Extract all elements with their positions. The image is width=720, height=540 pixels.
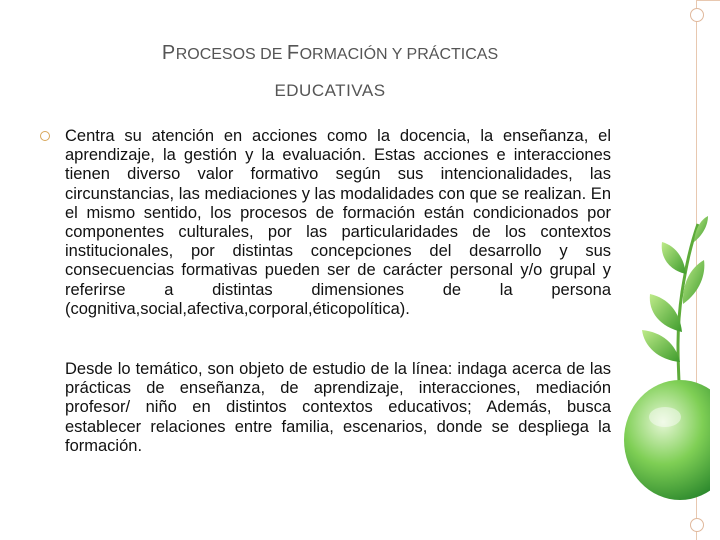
bullet-circle-icon: [40, 131, 50, 141]
frame-line-top: [696, 0, 720, 1]
title-initial-f: F: [286, 42, 300, 64]
title-segment-1: ROCESOS DE: [175, 46, 287, 63]
title-initial-p: P: [161, 42, 176, 64]
green-globe-plant-icon: [620, 212, 710, 502]
title-line-2: EDUCATIVAS: [274, 81, 386, 100]
body-paragraph: Desde lo temático, son objeto de estudio de la línea: indaga acerca de las prácticas de enseñanza, de aprendizaje, interacciones, mediación profesor/ niño en distintos contextos educativos; Además, busca establecer relaciones entre familia, escenarios, donde se despliega la formación.: [65, 360, 611, 455]
bullet-paragraph: Centra su atención en acciones como la docencia, la enseñanza, el aprendizaje, la gestión y la evaluación. Estas acciones e interacciones tienen diverso valor formativo según sus intencionalidades, las circunstancias, las mediaciones y las modalidades con que se realizan. En el mismo sentido, los procesos de formación están condicionados por componentes culturales, por las particularidades de los contextos institucionales, por distintas concepciones del desarrollo y sus consecuencias formativas pueden ser de carácter personal y/o grupal y referirse a distintas dimensiones de la persona (cognitiva,social,afectiva,corporal,éticopolítica).: [65, 127, 611, 318]
frame-ornament: [690, 8, 704, 22]
title-segment-2: ORMACIÓN Y PRÁCTICAS: [299, 46, 499, 63]
slide-title: [40, 30, 620, 109]
frame-ornament-bottom: [690, 518, 704, 532]
